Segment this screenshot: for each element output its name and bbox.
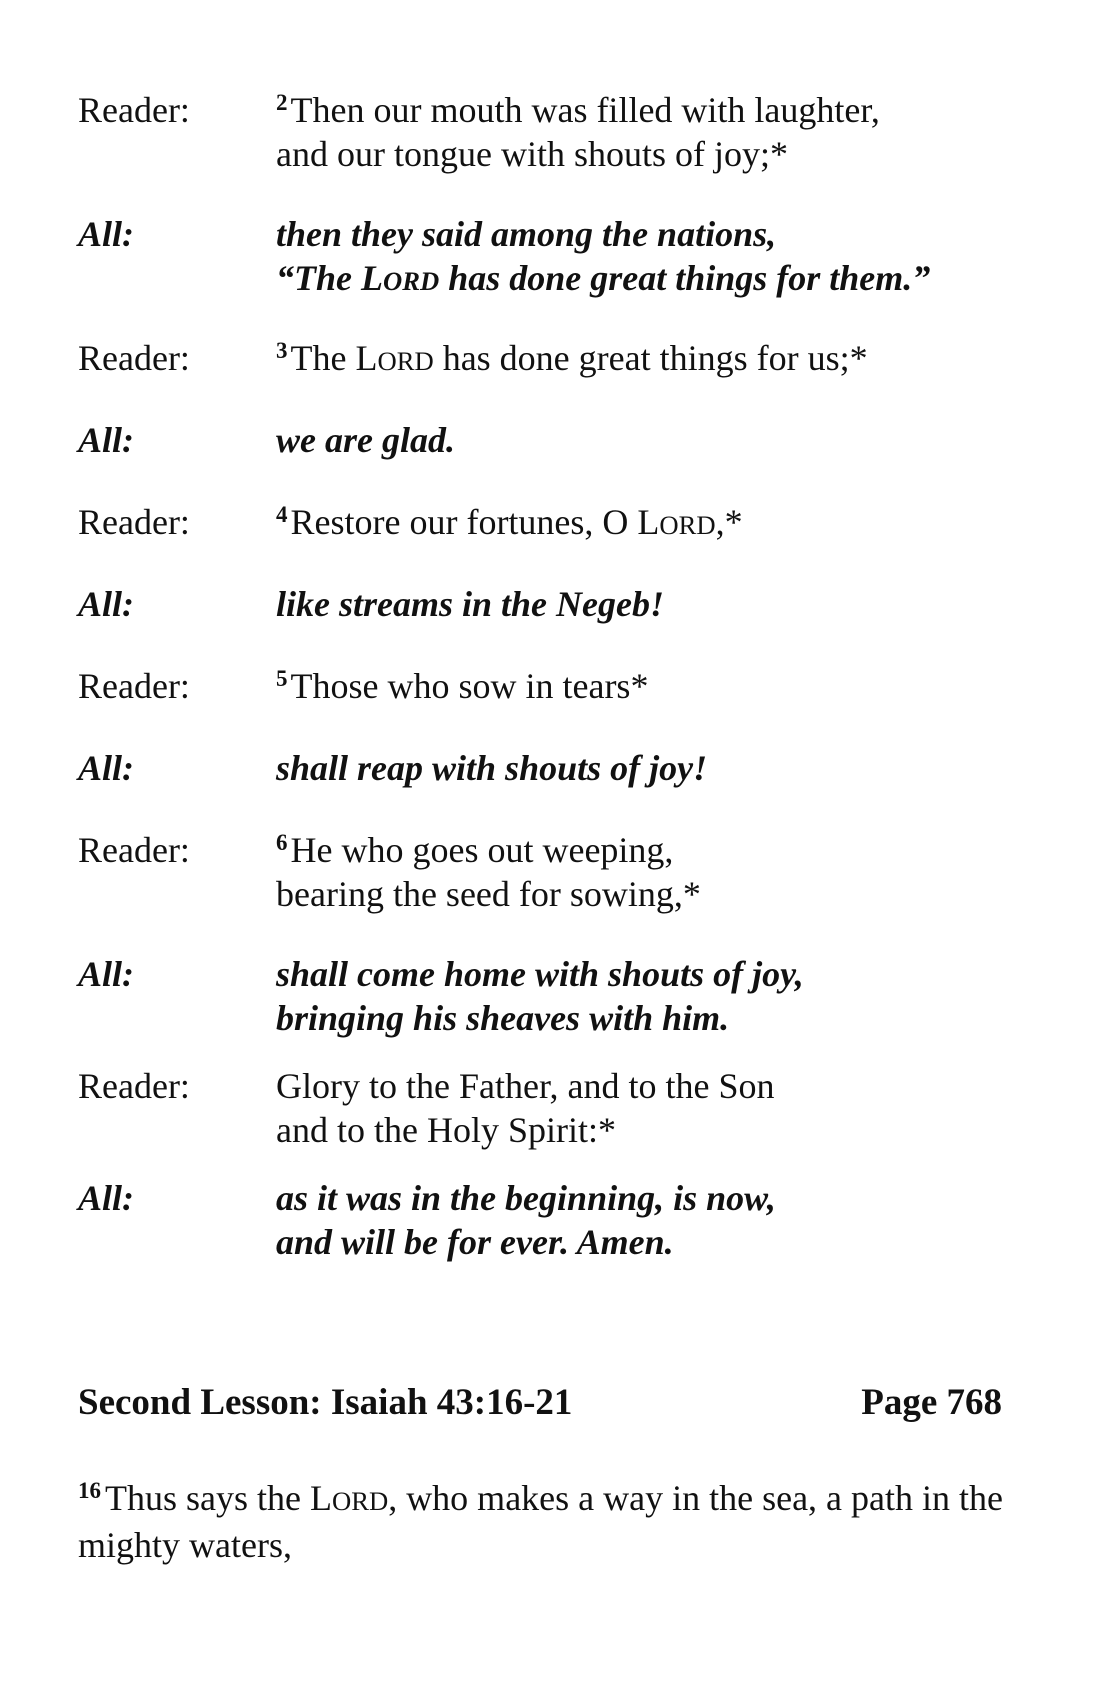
- psalm-line: [276, 1176, 1016, 1220]
- psalm-line: [276, 1108, 1016, 1152]
- line-segment: The L: [290, 338, 378, 378]
- speaker-label-reader: Reader:: [78, 502, 190, 542]
- line-segment: has done great things for them.”: [439, 258, 931, 298]
- speaker-label-reader: Reader:: [78, 338, 190, 378]
- psalm-text: [276, 746, 1016, 790]
- line-segment: bringing his sheaves with him.: [276, 998, 730, 1038]
- line-segment: then they said among the nations,: [276, 214, 777, 254]
- psalm-line: [276, 212, 1016, 256]
- line-segment: as it was in the beginning, is now,: [276, 1178, 776, 1218]
- lesson-text-part: , who makes a way in the sea, a path in the mighty waters,: [78, 1478, 1003, 1565]
- verse-number: 5: [276, 666, 288, 691]
- lesson-heading: [78, 1380, 1002, 1426]
- psalm-line: [276, 88, 1016, 132]
- speaker-label-all: All:: [78, 1178, 135, 1218]
- speaker-label-all: All:: [78, 420, 135, 460]
- line-segment: and to the Holy Spirit:*: [276, 1110, 616, 1150]
- lesson-text-part: Thus says the L: [105, 1478, 332, 1518]
- psalm-text: [276, 664, 1016, 708]
- line-segment: and our tongue with shouts of joy;*: [276, 134, 788, 174]
- speaker-label-reader: Reader:: [78, 830, 190, 870]
- lesson-text: [78, 1476, 1018, 1567]
- line-segment-smallcaps: ORD: [377, 346, 434, 376]
- lesson-text-part-smallcaps: ORD: [331, 1486, 389, 1516]
- psalm-line: [276, 582, 1016, 626]
- lesson-page-ref: Page 768: [861, 1382, 1002, 1423]
- psalm-line: [276, 132, 1016, 176]
- line-segment: “The L: [276, 258, 383, 298]
- psalm-text: [276, 1064, 1016, 1152]
- verse-number: 3: [276, 338, 288, 363]
- psalm-line: [276, 1064, 1016, 1108]
- psalm-line: [276, 256, 1016, 303]
- verse-number: 4: [276, 502, 288, 527]
- psalm-text: [276, 500, 1016, 547]
- line-segment: He who goes out weeping,: [290, 830, 674, 870]
- lesson-title: Second Lesson: Isaiah 43:16-21: [78, 1382, 573, 1423]
- psalm-line: [276, 872, 1016, 916]
- line-segment-smallcaps: ORD: [659, 510, 716, 540]
- psalm-line: [276, 664, 1016, 708]
- psalm-text: [276, 828, 1016, 916]
- line-segment: has done great things for us;*: [433, 338, 868, 378]
- psalm-line: [276, 828, 1016, 872]
- psalm-text: [276, 336, 1016, 383]
- psalm-line: [276, 746, 1016, 790]
- speaker-label-reader: Reader:: [78, 90, 190, 130]
- line-segment-smallcaps: ORD: [382, 266, 440, 296]
- speaker-label-all: All:: [78, 584, 135, 624]
- line-segment: shall come home with shouts of joy,: [276, 954, 804, 994]
- speaker-label-all: All:: [78, 954, 135, 994]
- line-segment: and will be for ever. Amen.: [276, 1222, 674, 1262]
- psalm-text: [276, 88, 1016, 176]
- psalm-text: [276, 212, 1016, 303]
- verse-number: 6: [276, 830, 288, 855]
- line-segment: Then our mouth was filled with laughter,: [290, 90, 880, 130]
- line-segment: Restore our fortunes, O L: [290, 502, 660, 542]
- verse-number: 16: [78, 1478, 101, 1503]
- psalm-line: [276, 1220, 1016, 1264]
- line-segment: like streams in the Negeb!: [276, 584, 664, 624]
- psalm-text: [276, 952, 1016, 1040]
- line-segment: shall reap with shouts of joy!: [276, 748, 708, 788]
- speaker-label-all: All:: [78, 748, 135, 788]
- speaker-label-reader: Reader:: [78, 1066, 190, 1106]
- psalm-line: [276, 500, 1016, 547]
- psalm-text: [276, 1176, 1016, 1264]
- psalm-text: [276, 582, 1016, 626]
- line-segment: ,*: [715, 502, 743, 542]
- line-segment: bearing the seed for sowing,*: [276, 874, 701, 914]
- psalm-line: [276, 418, 1016, 462]
- speaker-label-all: All:: [78, 214, 135, 254]
- psalm-text: [276, 418, 1016, 462]
- psalm-line: [276, 952, 1016, 996]
- verse-number: 2: [276, 90, 288, 115]
- line-segment: Those who sow in tears*: [290, 666, 649, 706]
- speaker-label-reader: Reader:: [78, 666, 190, 706]
- line-segment: Glory to the Father, and to the Son: [276, 1066, 775, 1106]
- line-segment: we are glad.: [276, 420, 455, 460]
- psalm-line: [276, 336, 1016, 383]
- psalm-line: [276, 996, 1016, 1040]
